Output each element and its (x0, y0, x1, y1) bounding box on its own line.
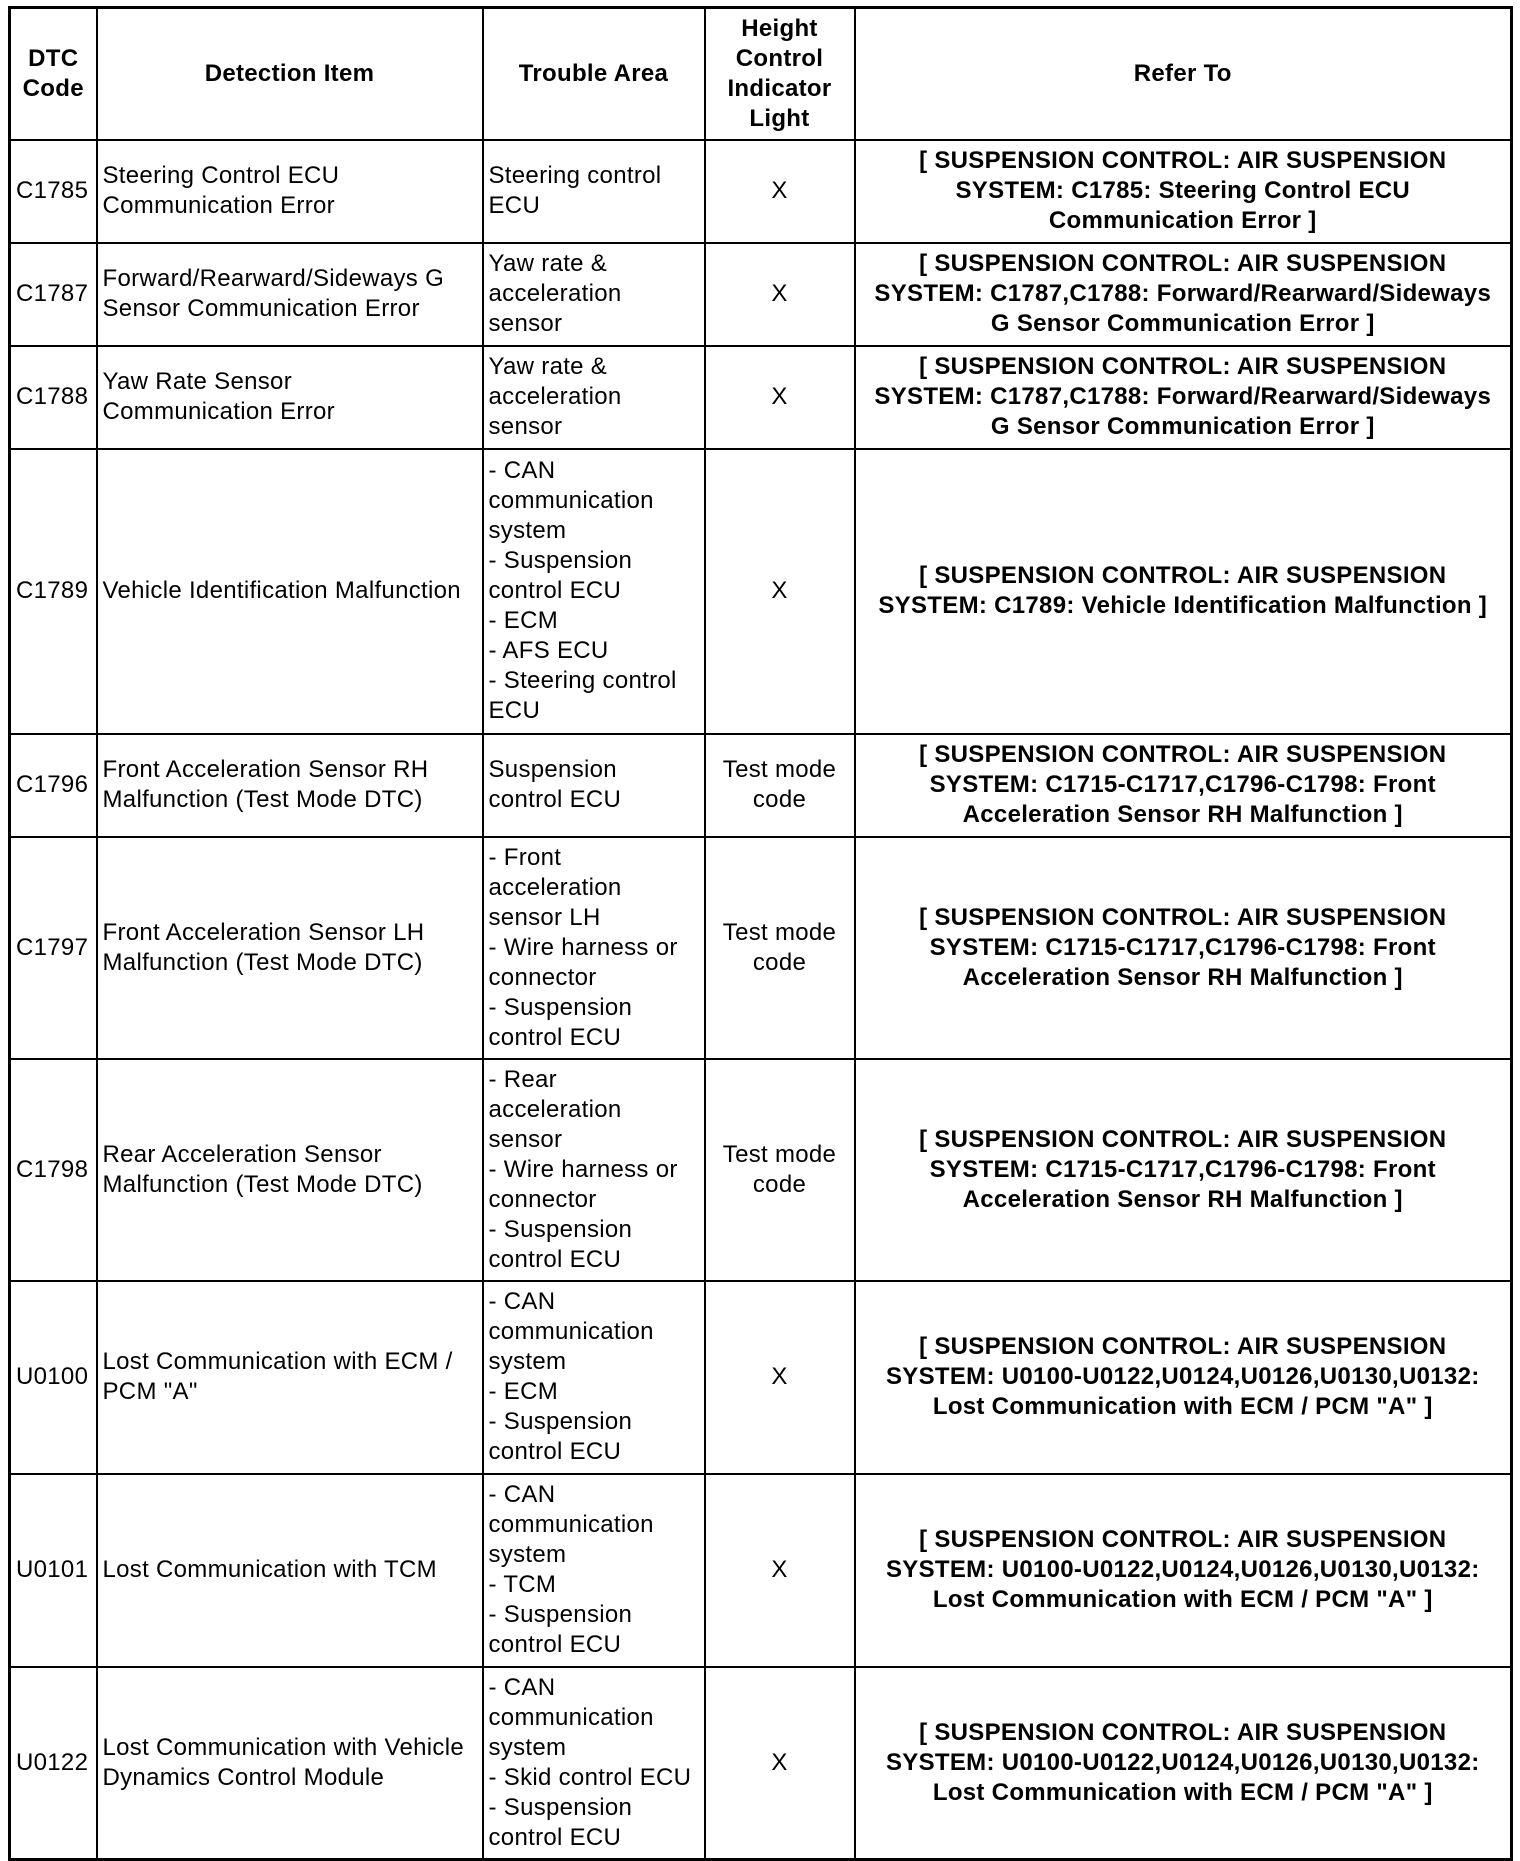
refer-to-cell (855, 1474, 1512, 1667)
dtc-code-cell: C1797 (10, 837, 97, 1059)
dtc-code-cell: U0100 (10, 1281, 97, 1474)
table-row (10, 1281, 1512, 1474)
header-refer-to: Refer To (855, 8, 1512, 140)
trouble-area-cell (483, 1059, 705, 1281)
indicator-light-line: X (771, 383, 788, 410)
detection-item-line: Malfunction (Test Mode DTC) (102, 1170, 423, 1198)
detection-item-line: Lost Communication with TCM (102, 1556, 437, 1583)
refer-to-line: SYSTEM: C1787,C1788: Forward/Rearward/Sideways (874, 280, 1492, 307)
detection-item-cell (97, 346, 483, 449)
header-light-line: Light (749, 104, 810, 132)
header-light-line: Indicator (727, 74, 832, 102)
trouble-area-line: connector (488, 963, 597, 991)
trouble-area-line: control ECU (488, 786, 622, 813)
refer-to-line: [ SUSPENSION CONTROL: AIR SUSPENSION (919, 1718, 1447, 1746)
refer-to-line: G Sensor Communication Error ] (990, 310, 1375, 337)
refer-to-line: [ SUSPENSION CONTROL: AIR SUSPENSION (919, 353, 1447, 380)
indicator-light-cell (705, 140, 855, 243)
indicator-light-line: code (752, 948, 807, 976)
table-row (10, 1059, 1512, 1281)
trouble-area-line: sensor (488, 1125, 563, 1153)
refer-to-line: Acceleration Sensor RH Malfunction ] (962, 963, 1403, 991)
detection-item-line: Yaw Rate Sensor (102, 368, 292, 395)
trouble-area-line: ECU (488, 697, 541, 724)
indicator-light-cell (705, 837, 855, 1059)
detection-item-line: Communication Error (102, 398, 335, 425)
trouble-area-cell (483, 449, 705, 734)
refer-to-line: SYSTEM: C1715-C1717,C1796-C1798: Front (929, 771, 1436, 798)
refer-to-line: Acceleration Sensor RH Malfunction ] (962, 1185, 1403, 1213)
refer-to-line: SYSTEM: C1785: Steering Control ECU (955, 177, 1411, 204)
trouble-area-line: system (488, 1733, 567, 1761)
trouble-area-line: - Suspension (488, 1215, 633, 1243)
dtc-code-cell: C1787 (10, 243, 97, 346)
refer-to-cell (855, 1667, 1512, 1860)
trouble-area-line: control ECU (488, 1023, 622, 1051)
trouble-area-cell (483, 243, 705, 346)
indicator-light-line: Test mode (722, 918, 837, 946)
header-light-line: Control (735, 44, 824, 72)
trouble-area-cell (483, 140, 705, 243)
indicator-light-line: Test mode (722, 1140, 837, 1168)
trouble-area-line: - Steering control (488, 667, 677, 694)
refer-to-line: [ SUSPENSION CONTROL: AIR SUSPENSION (919, 1526, 1447, 1553)
dtc-code-cell: C1789 (10, 449, 97, 734)
trouble-area-line: acceleration (488, 280, 622, 307)
indicator-light-cell (705, 734, 855, 837)
indicator-light-line: code (752, 786, 807, 813)
trouble-area-line: Yaw rate & (488, 250, 608, 277)
trouble-area-line: control ECU (488, 1823, 622, 1851)
trouble-area-line: acceleration (488, 383, 622, 410)
trouble-area-line: acceleration (488, 873, 622, 901)
trouble-area-line: - AFS ECU (488, 637, 609, 664)
refer-to-line: SYSTEM: U0100-U0122,U0124,U0126,U0130,U0132: (885, 1556, 1480, 1583)
refer-to-line: Lost Communication with ECM / PCM "A" ] (932, 1586, 1433, 1613)
trouble-area-line: - ECM (488, 607, 558, 634)
trouble-area-line: - TCM (488, 1571, 557, 1598)
dtc-code-cell: C1788 (10, 346, 97, 449)
refer-to-line: [ SUSPENSION CONTROL: AIR SUSPENSION (919, 1125, 1447, 1153)
detection-item-line: Dynamics Control Module (102, 1763, 385, 1791)
refer-to-cell (855, 1281, 1512, 1474)
table-row (10, 734, 1512, 837)
detection-item-cell (97, 1281, 483, 1474)
table-row (10, 346, 1512, 449)
refer-to-line: [ SUSPENSION CONTROL: AIR SUSPENSION (919, 147, 1447, 174)
indicator-light-line: X (771, 1556, 788, 1583)
table-row (10, 449, 1512, 734)
trouble-area-line: control ECU (488, 1438, 622, 1465)
detection-item-cell (97, 1059, 483, 1281)
refer-to-line: Lost Communication with ECM / PCM "A" ] (932, 1778, 1433, 1806)
detection-item-line: Forward/Rearward/Sideways G (102, 265, 445, 292)
detection-item-line: Sensor Communication Error (102, 295, 420, 322)
dtc-code-cell: C1796 (10, 734, 97, 837)
dtc-table (8, 6, 1513, 1861)
detection-item-cell (97, 449, 483, 734)
indicator-light-cell (705, 1059, 855, 1281)
detection-item-line: Front Acceleration Sensor LH (102, 918, 425, 946)
detection-item-cell (97, 140, 483, 243)
trouble-area-cell (483, 1281, 705, 1474)
detection-item-line: Vehicle Identification Malfunction (102, 577, 461, 604)
refer-to-line: [ SUSPENSION CONTROL: AIR SUSPENSION (919, 1333, 1447, 1360)
header-dtc-code (10, 8, 97, 140)
trouble-area-line: - CAN (488, 1481, 556, 1508)
indicator-light-line: code (752, 1170, 807, 1198)
refer-to-line: SYSTEM: U0100-U0122,U0124,U0126,U0130,U0132: (885, 1363, 1480, 1390)
dtc-code-cell: U0122 (10, 1667, 97, 1860)
detection-item-line: Lost Communication with ECM / (102, 1348, 453, 1375)
trouble-area-line: Suspension (488, 756, 617, 783)
trouble-area-line: - Suspension (488, 1408, 633, 1435)
refer-to-cell (855, 734, 1512, 837)
trouble-area-line: - Suspension (488, 993, 633, 1021)
detection-item-cell (97, 1667, 483, 1860)
indicator-light-line: X (771, 280, 788, 307)
header-trouble-area: Trouble Area (483, 8, 705, 140)
refer-to-line: SYSTEM: C1787,C1788: Forward/Rearward/Sideways (874, 383, 1492, 410)
refer-to-cell (855, 243, 1512, 346)
refer-to-line: SYSTEM: C1715-C1717,C1796-C1798: Front (929, 1155, 1436, 1183)
refer-to-line: SYSTEM: C1715-C1717,C1796-C1798: Front (929, 933, 1436, 961)
detection-item-line: Malfunction (Test Mode DTC) (102, 786, 423, 813)
trouble-area-line: Steering control (488, 162, 662, 189)
indicator-light-line: X (771, 1363, 788, 1390)
indicator-light-cell (705, 449, 855, 734)
trouble-area-line: Yaw rate & (488, 353, 608, 380)
detection-item-line: Communication Error (102, 192, 335, 219)
refer-to-line: SYSTEM: U0100-U0122,U0124,U0126,U0130,U0132: (885, 1748, 1480, 1776)
refer-to-line: Communication Error ] (1048, 207, 1317, 234)
indicator-light-line: Test mode (722, 756, 837, 783)
refer-to-cell (855, 837, 1512, 1059)
table-row (10, 140, 1512, 243)
trouble-area-line: - Wire harness or (488, 1155, 678, 1183)
table-row (10, 1667, 1512, 1860)
trouble-area-line: communication (488, 1703, 654, 1731)
header-dtc-code-line: Code (22, 74, 84, 102)
dtc-code-cell: C1798 (10, 1059, 97, 1281)
trouble-area-cell (483, 1474, 705, 1667)
header-indicator-light (705, 8, 855, 140)
trouble-area-line: system (488, 1348, 567, 1375)
trouble-area-line: - Suspension (488, 547, 633, 574)
detection-item-line: Steering Control ECU (102, 162, 340, 189)
refer-to-line: [ SUSPENSION CONTROL: AIR SUSPENSION (919, 250, 1447, 277)
detection-item-line: Front Acceleration Sensor RH (102, 756, 429, 783)
trouble-area-line: system (488, 1541, 567, 1568)
header-row (10, 8, 1512, 140)
refer-to-cell (855, 140, 1512, 243)
table-row (10, 837, 1512, 1059)
trouble-area-line: - Skid control ECU (488, 1763, 692, 1791)
refer-to-line: [ SUSPENSION CONTROL: AIR SUSPENSION (919, 562, 1447, 589)
refer-to-line: Acceleration Sensor RH Malfunction ] (962, 801, 1403, 828)
trouble-area-line: sensor (488, 413, 563, 440)
refer-to-line: [ SUSPENSION CONTROL: AIR SUSPENSION (919, 741, 1447, 768)
trouble-area-line: control ECU (488, 1245, 622, 1273)
refer-to-line: G Sensor Communication Error ] (990, 413, 1375, 440)
detection-item-line: Malfunction (Test Mode DTC) (102, 948, 423, 976)
header-light-line: Height (741, 14, 818, 42)
trouble-area-line: - Rear (488, 1065, 557, 1093)
trouble-area-cell (483, 734, 705, 837)
trouble-area-line: sensor (488, 310, 563, 337)
detection-item-cell (97, 1474, 483, 1667)
indicator-light-cell (705, 1667, 855, 1860)
trouble-area-line: - Suspension (488, 1793, 633, 1821)
detection-item-cell (97, 734, 483, 837)
trouble-area-cell (483, 837, 705, 1059)
indicator-light-cell (705, 1281, 855, 1474)
indicator-light-cell (705, 243, 855, 346)
trouble-area-line: - Suspension (488, 1601, 633, 1628)
trouble-area-line: communication (488, 1318, 654, 1345)
dtc-code-cell: C1785 (10, 140, 97, 243)
detection-item-cell (97, 837, 483, 1059)
table-row (10, 243, 1512, 346)
indicator-light-line: X (771, 177, 788, 204)
header-detection-item: Detection Item (97, 8, 483, 140)
refer-to-line: Lost Communication with ECM / PCM "A" ] (932, 1393, 1433, 1420)
indicator-light-line: X (771, 577, 788, 604)
trouble-area-line: - CAN (488, 1673, 556, 1701)
detection-item-line: Rear Acceleration Sensor (102, 1140, 382, 1168)
header-dtc-code-line: DTC (28, 44, 79, 72)
refer-to-line: [ SUSPENSION CONTROL: AIR SUSPENSION (919, 903, 1447, 931)
detection-item-line: Lost Communication with Vehicle (102, 1733, 464, 1761)
table-body (10, 140, 1512, 1860)
dtc-code-cell: U0101 (10, 1474, 97, 1667)
detection-item-cell (97, 243, 483, 346)
trouble-area-line: - Front (488, 843, 562, 871)
trouble-area-cell (483, 346, 705, 449)
trouble-area-line: - CAN (488, 1288, 556, 1315)
trouble-area-cell (483, 1667, 705, 1860)
trouble-area-line: control ECU (488, 577, 622, 604)
trouble-area-line: - CAN (488, 457, 556, 484)
trouble-area-line: sensor LH (488, 903, 601, 931)
refer-to-cell (855, 449, 1512, 734)
trouble-area-line: acceleration (488, 1095, 622, 1123)
trouble-area-line: communication (488, 487, 654, 514)
trouble-area-line: communication (488, 1511, 654, 1538)
detection-item-line: PCM "A" (102, 1378, 198, 1405)
indicator-light-line: X (771, 1748, 788, 1776)
table-row (10, 1474, 1512, 1667)
indicator-light-cell (705, 1474, 855, 1667)
refer-to-cell (855, 1059, 1512, 1281)
trouble-area-line: connector (488, 1185, 597, 1213)
refer-to-line: SYSTEM: C1789: Vehicle Identification Malfunction ] (878, 592, 1488, 619)
trouble-area-line: ECU (488, 192, 541, 219)
trouble-area-line: - ECM (488, 1378, 558, 1405)
refer-to-cell (855, 346, 1512, 449)
indicator-light-cell (705, 346, 855, 449)
trouble-area-line: - Wire harness or (488, 933, 678, 961)
trouble-area-line: system (488, 517, 567, 544)
trouble-area-line: control ECU (488, 1631, 622, 1658)
